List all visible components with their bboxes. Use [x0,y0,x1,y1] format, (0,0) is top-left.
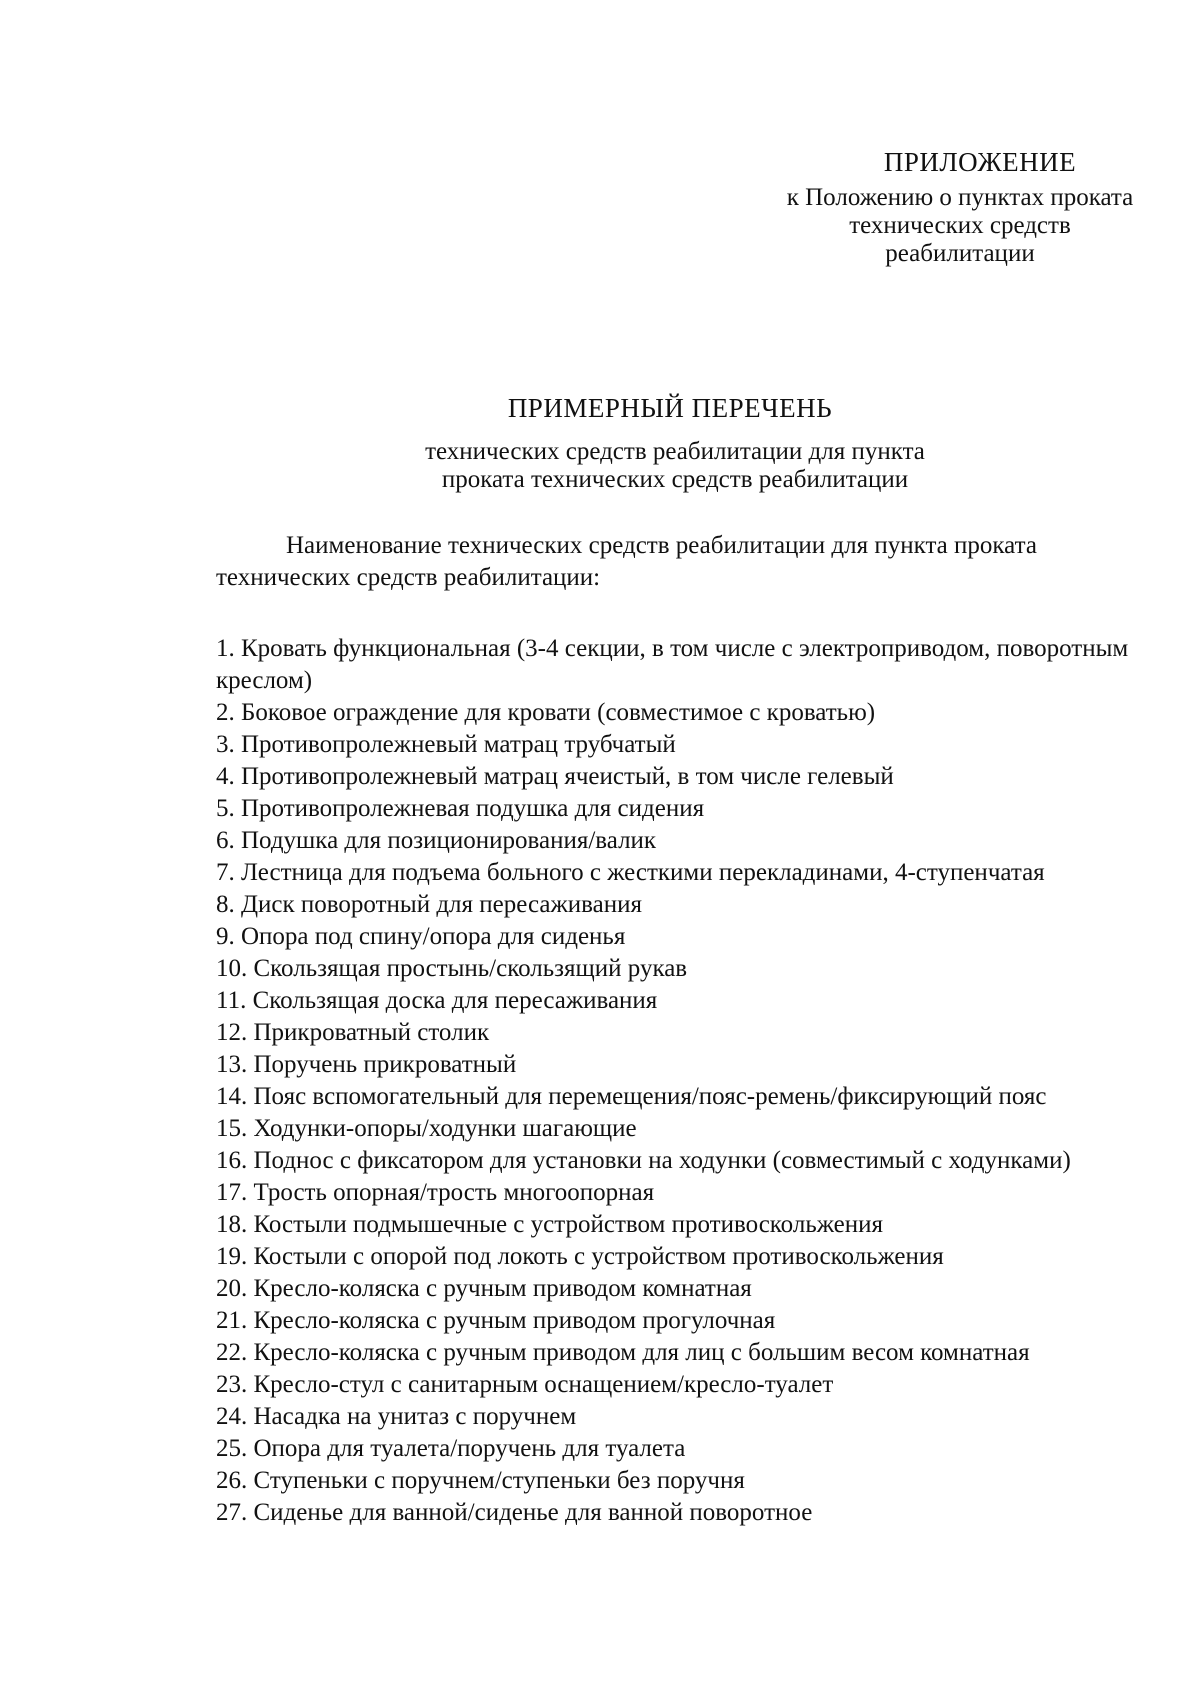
list-item: 25. Опора для туалета/поручень для туалета [216,1435,686,1462]
list-item: 15. Ходунки-опоры/ходунки шагающие [216,1115,637,1142]
document-title-main: ПРИМЕРНЫЙ ПЕРЕЧЕНЬ [507,393,833,423]
list-item: 13. Поручень прикроватный [216,1051,517,1078]
list-item: 11. Скользящая доска для пересаживания [216,987,658,1014]
list-item: 17. Трость опорная/трость многоопорная [216,1179,655,1206]
list-item: 2. Боковое ограждение для кровати (совместимое с кроватью) [216,699,876,726]
list-item: 5. Противопролежневая подушка для сидения [216,795,705,822]
document-subtitle [0,438,1200,494]
list-item: 3. Противопролежневый матрац трубчатый [216,731,676,758]
list-item: 23. Кресло-стул с санитарным оснащением/кресло-туалет [216,1371,834,1398]
document-subtitle-line: проката технических средств реабилитации [441,466,909,493]
list-item: 7. Лестница для подъема больного с жесткими перекладинами, 4-ступенчатая [216,859,1045,886]
list-item: 20. Кресло-коляска с ручным приводом комнатная [216,1275,752,1302]
document-subtitle-line: технических средств реабилитации для пункта [425,438,925,465]
appendix-header [740,146,1180,268]
list-item: 21. Кресло-коляска с ручным приводом прогулочная [216,1307,776,1334]
list-item: 4. Противопролежневый матрац ячеистый, в том числе гелевый [216,763,894,790]
appendix-reference [740,184,1180,268]
list-item: 22. Кресло-коляска с ручным приводом для лиц с большим весом комнатная [216,1339,1030,1366]
list-item: 19. Костыли с опорой под локоть с устройством противоскольжения [216,1243,944,1270]
appendix-title: ПРИЛОЖЕНИЕ [883,147,1077,177]
list-item: 24. Насадка на унитаз с поручнем [216,1403,577,1430]
items-list [216,633,1176,1529]
list-item: 14. Пояс вспомогательный для перемещения/пояс-ремень/фиксирующий пояс [216,1083,1047,1110]
document-title [0,392,1200,494]
list-item: 12. Прикроватный столик [216,1019,490,1046]
list-item: 10. Скользящая простынь/скользящий рукав [216,955,688,982]
appendix-reference-line: к Положению о пунктах проката [786,184,1134,211]
list-item: 26. Ступеньки с поручнем/ступеньки без поручня [216,1467,745,1494]
list-item: 18. Костыли подмышечные с устройством противоскольжения [216,1211,884,1238]
appendix-reference-line: реабилитации [885,240,1035,267]
list-item: 8. Диск поворотный для пересаживания [216,891,642,918]
list-item: 1. Кровать функциональная (3-4 секции, в том числе с электроприводом, поворотным креслом) [216,635,1129,694]
appendix-reference-line: технических средств [849,212,1071,239]
list-item: 27. Сиденье для ванной/сиденье для ванной поворотное [216,1499,813,1526]
list-item: 16. Поднос с фиксатором для установки на ходунки (совместимый с ходунками) [216,1147,1071,1174]
intro-paragraph: Наименование технических средств реабилитации для пункта проката технических средств реабилитации: [216,532,1037,591]
list-item: 9. Опора под спину/опора для сиденья [216,923,626,950]
list-item: 6. Подушка для позиционирования/валик [216,827,657,854]
